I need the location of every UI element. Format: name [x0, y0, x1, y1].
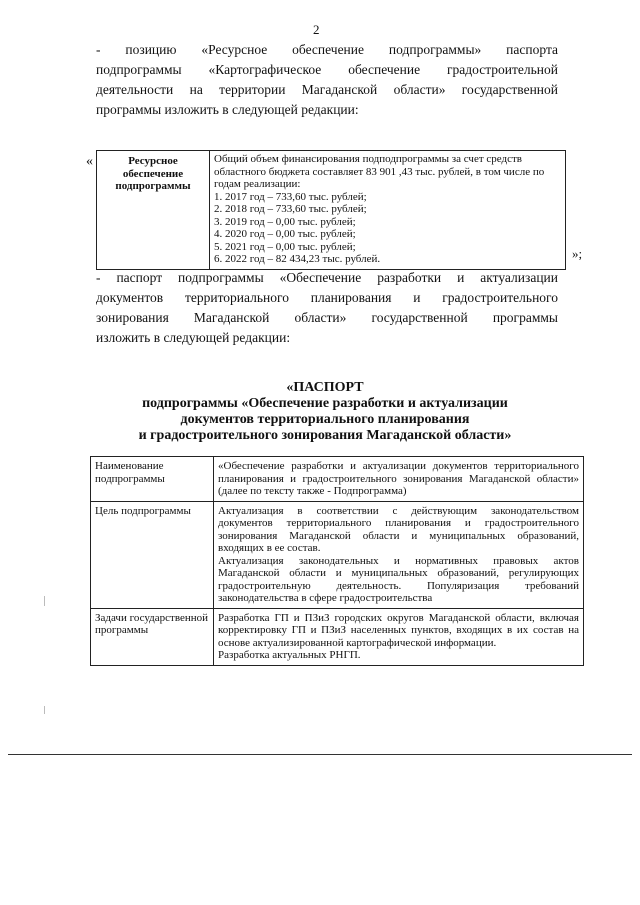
row-content	[214, 608, 584, 665]
table-row	[91, 501, 584, 608]
scan-mark	[44, 596, 45, 606]
opening-quote: «	[86, 154, 93, 169]
resource-line: 3. 2019 год – 0,00 тыс. рублей;	[214, 215, 356, 228]
page-number: 2	[313, 22, 320, 37]
heading-line: «ПАСПОРТ	[286, 380, 364, 395]
resource-content	[210, 151, 566, 270]
text-line: - паспорт подпрограммы «Обеспечение разработки и актуализации	[96, 270, 558, 285]
resource-line: 2. 2018 год – 733,60 тыс. рублей;	[214, 203, 367, 215]
text-line: зонирования Магаданской области» государственной программы	[96, 310, 558, 325]
heading-line: документов территориального планирования	[180, 412, 470, 427]
table-row	[91, 608, 584, 665]
text-line: изложить в следующей редакции:	[96, 330, 291, 345]
text-line: подпрограммы «Картографическое обеспечение градостроительной	[96, 62, 558, 77]
resource-line: 4. 2020 год – 0,00 тыс. рублей;	[214, 228, 356, 240]
closing-quote: »;	[572, 246, 583, 261]
text-line: программы изложить в следующей редакции:	[96, 102, 359, 117]
text-line: деятельности на территории Магаданской области» государственной	[96, 82, 558, 97]
resource-label: Ресурсное обеспечение подпрограммы	[97, 151, 210, 270]
footer-divider	[8, 754, 632, 755]
row-label: Цель подпрограммы	[91, 501, 214, 608]
resource-line: 5. 2021 год – 0,00 тыс. рублей;	[214, 240, 356, 253]
row-text: Разработка ГП и ПЗиЗ городских округов Магаданской области, включая корректировку ГП и ПЗиЗ населенных пунктов, входящих в их состав на основе актуализированной картографической информации.	[218, 611, 579, 649]
table-row	[91, 457, 584, 502]
intro-paragraph-2	[96, 268, 558, 348]
resource-line: 6. 2022 год – 82 434,23 тыс. рублей.	[214, 253, 381, 265]
row-text: Разработка актуальных РНГП.	[218, 649, 361, 661]
scan-mark	[44, 706, 45, 714]
resource-table	[96, 150, 566, 270]
intro-paragraph-1	[96, 40, 558, 120]
row-label: Задачи государственной программы	[91, 608, 214, 665]
text-line: документов территориального планирования и градостроительного	[96, 290, 558, 305]
resource-line: Общий объем финансирования подподпрограммы за счет средств областного бюджета составляет 83 901 ,43 тыс. рублей, в том числе по годам реализации:	[214, 153, 545, 190]
heading-line: и градостроительного зонирования Магаданской области»	[138, 428, 512, 443]
heading-line: подпрограммы «Обеспечение разработки и актуализации	[142, 396, 508, 411]
text-line: - позицию «Ресурсное обеспечение подпрограммы» паспорта	[96, 42, 558, 57]
row-content	[214, 457, 584, 502]
row-text: Актуализация законодательных и нормативных правовых актов Магаданской области и муниципальных образований, регулирующих градостроительную деятельность. Популяризация требований законодательства в сфере градостроительства	[218, 554, 579, 604]
resource-line: 1. 2017 год – 733,60 тыс. рублей;	[214, 190, 367, 203]
row-text: Актуализация в соответствии с действующим законодательством документов территориального планирования и градостроительного зонирования Магаданской области и муниципальных образований, входящих в ее состав.	[218, 504, 579, 554]
passport-table	[90, 456, 584, 666]
row-text: «Обеспечение разработки и актуализации документов территориального планирования и градостроительного зонирования Магаданской области» (далее по тексту также - Подпрограмма)	[218, 460, 579, 497]
passport-heading	[90, 380, 560, 444]
row-content	[214, 501, 584, 608]
row-label: Наименование подпрограммы	[91, 457, 214, 502]
